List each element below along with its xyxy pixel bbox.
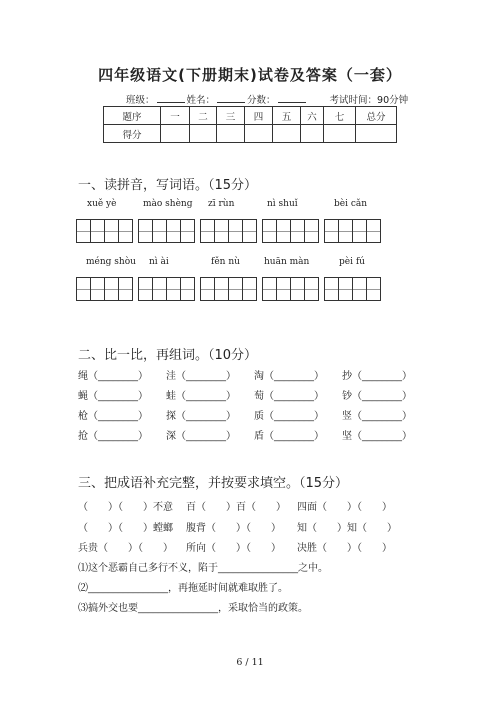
idiom-item[interactable]: 百（ ）百（ ） xyxy=(186,502,286,513)
tianzige-box[interactable] xyxy=(262,277,319,301)
idiom-item[interactable]: 四面（ ）（ ） xyxy=(297,502,392,513)
info-line xyxy=(126,92,408,106)
pinyin-label: xuě yè xyxy=(87,199,117,209)
table-cell: 二 xyxy=(190,107,217,125)
score-cell[interactable] xyxy=(217,125,245,143)
word-item[interactable]: 深（________） xyxy=(166,431,236,442)
score-cell[interactable] xyxy=(190,125,217,143)
name-label: 姓名： xyxy=(186,95,216,106)
idiom-item[interactable]: （ ）（ ）螳螂 xyxy=(78,523,173,534)
table-cell: 四 xyxy=(245,107,273,125)
table-cell: 七 xyxy=(324,107,356,125)
idiom-item[interactable]: （ ）（ ）不意 xyxy=(78,502,173,513)
word-item[interactable]: 绳（________） xyxy=(78,371,148,382)
table-cell: 总分 xyxy=(356,107,397,125)
word-item[interactable]: 盾（________） xyxy=(254,431,324,442)
idiom-item[interactable]: 决胜（ ）（ ） xyxy=(297,543,392,554)
section1-heading: 一、读拼音，写词语。（15分） xyxy=(78,178,258,193)
word-item[interactable]: 萄（________） xyxy=(254,391,324,402)
table-cell: 题序 xyxy=(104,107,161,125)
tianzige-box[interactable] xyxy=(138,277,195,301)
word-item[interactable]: 枪（________） xyxy=(78,411,148,422)
table-cell: 六 xyxy=(301,107,324,125)
score-cell[interactable] xyxy=(161,125,190,143)
word-item[interactable]: 洼（________） xyxy=(166,371,236,382)
score-table-score-row xyxy=(104,125,397,143)
class-blank xyxy=(157,93,185,103)
tianzige-box[interactable] xyxy=(76,277,133,301)
pinyin-label: méng shòu xyxy=(86,257,136,267)
word-item[interactable]: 坚（________） xyxy=(342,431,412,442)
score-cell[interactable] xyxy=(273,125,301,143)
pinyin-label: nì shuǐ xyxy=(267,199,298,209)
tianzige-box[interactable] xyxy=(76,219,133,243)
pinyin-label: fěn nù xyxy=(211,257,240,267)
word-item[interactable]: 钞（________） xyxy=(342,391,412,402)
time-label: 考试时间：90分钟 xyxy=(329,95,409,106)
fill-question[interactable]: ⑵________________，再拖延时间就难取胜了。 xyxy=(78,583,288,594)
score-table-header-row xyxy=(104,107,397,125)
table-cell: 得分 xyxy=(104,125,161,143)
pinyin-label: pèi fú xyxy=(339,257,365,267)
fill-question[interactable]: ⑶搞外交也要________________，采取恰当的政策。 xyxy=(78,603,308,614)
pinyin-label: nì ài xyxy=(149,257,169,267)
idiom-item[interactable]: 兵贵（ ）（ ） xyxy=(78,543,173,554)
section3-heading: 三、把成语补充完整，并按要求填空。（15分） xyxy=(78,476,349,491)
table-cell: 三 xyxy=(217,107,245,125)
word-item[interactable]: 质（________） xyxy=(254,411,324,422)
word-item[interactable]: 淘（________） xyxy=(254,371,324,382)
tianzige-box[interactable] xyxy=(200,277,257,301)
score-cell[interactable] xyxy=(324,125,356,143)
pinyin-label: zī rùn xyxy=(208,199,235,209)
table-cell: 一 xyxy=(161,107,190,125)
tianzige-box[interactable] xyxy=(200,219,257,243)
tianzige-box[interactable] xyxy=(138,219,195,243)
pinyin-label: bèi cǎn xyxy=(334,199,368,209)
word-item[interactable]: 抄（________） xyxy=(342,371,412,382)
pinyin-label: huān màn xyxy=(264,257,310,267)
name-blank xyxy=(217,93,245,103)
idiom-item[interactable]: 所向（ ）（ ） xyxy=(186,543,281,554)
score-blank xyxy=(278,93,306,103)
score-cell[interactable] xyxy=(301,125,324,143)
score-table xyxy=(103,106,397,143)
score-cell[interactable] xyxy=(356,125,397,143)
idiom-item[interactable]: 知（ ）知（ ） xyxy=(297,523,397,534)
tianzige-box[interactable] xyxy=(324,277,381,301)
word-item[interactable]: 竖（________） xyxy=(342,411,412,422)
score-cell[interactable] xyxy=(245,125,273,143)
page-title: 四年级语文(下册期末)试卷及答案（一套） xyxy=(98,66,402,84)
word-item[interactable]: 抢（________） xyxy=(78,431,148,442)
word-item[interactable]: 蝇（________） xyxy=(78,391,148,402)
word-item[interactable]: 探（________） xyxy=(166,411,236,422)
idiom-item[interactable]: 腹背（ ）（ ） xyxy=(186,523,281,534)
score-label: 分数： xyxy=(247,95,276,106)
tianzige-box[interactable] xyxy=(324,219,381,243)
pinyin-label: mào shèng xyxy=(143,199,193,209)
word-item[interactable]: 蛙（________） xyxy=(166,391,236,402)
page-number: 6 / 11 xyxy=(236,657,264,668)
class-label: 班级： xyxy=(126,95,155,106)
fill-question[interactable]: ⑴这个恶霸自己多行不义，陷于________________之中。 xyxy=(78,563,328,574)
table-cell: 五 xyxy=(273,107,301,125)
tianzige-box[interactable] xyxy=(262,219,319,243)
section2-heading: 二、比一比，再组词。（10分） xyxy=(78,348,258,363)
